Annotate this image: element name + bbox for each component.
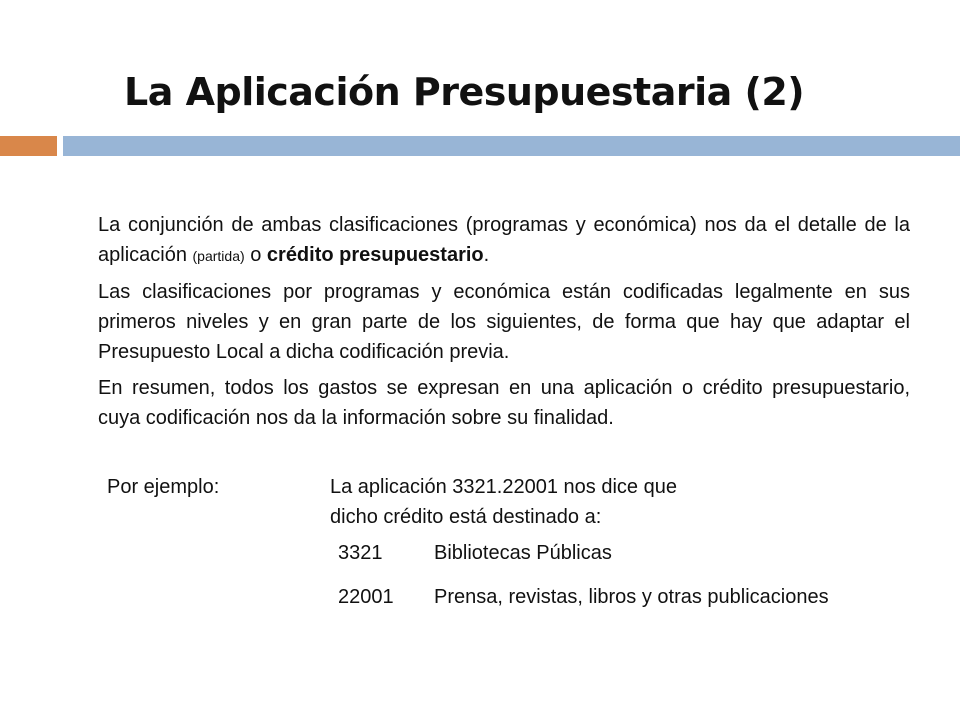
code-description: Bibliotecas Públicas [434,542,612,564]
example-label: Por ejemplo: [107,476,220,498]
slide-title: La Aplicación Presupuestaria (2) [124,70,805,114]
paragraph-1-small-note: (partida) [192,248,245,264]
code-value: 3321 [338,542,383,564]
code-description: Prensa, revistas, libros y otras publicaciones [434,586,829,608]
example-description-line-1: La aplicación 3321.22001 nos dice que [330,476,677,498]
example-description-line-2: dicho crédito está destinado a: [330,506,602,528]
accent-bar-right [63,136,960,156]
code-value: 22001 [338,586,394,608]
accent-bar-left [0,136,57,156]
paragraph-1-text-c: . [483,244,490,266]
paragraph-1 [98,210,910,271]
example-description [330,472,767,532]
body-text [98,210,910,439]
paragraph-1-text-b: o [244,244,267,266]
paragraph-1-text-a: La conjunción de ambas clasificaciones (programas y económica) nos da el detalle de la aplicación [98,214,910,266]
paragraph-3: En resumen, todos los gastos se expresan en una aplicación o crédito presupuestario, cuya codificación nos da la información sobre su finalidad. [98,377,910,429]
paragraph-2: Las clasificaciones por programas y económica están codificadas legalmente en sus primeros niveles y en gran parte de los siguientes, de forma que hay que adaptar el Presupuesto Local a dicha codificación previa. [98,281,910,363]
paragraph-1-bold-term: crédito presupuestario [266,244,484,266]
